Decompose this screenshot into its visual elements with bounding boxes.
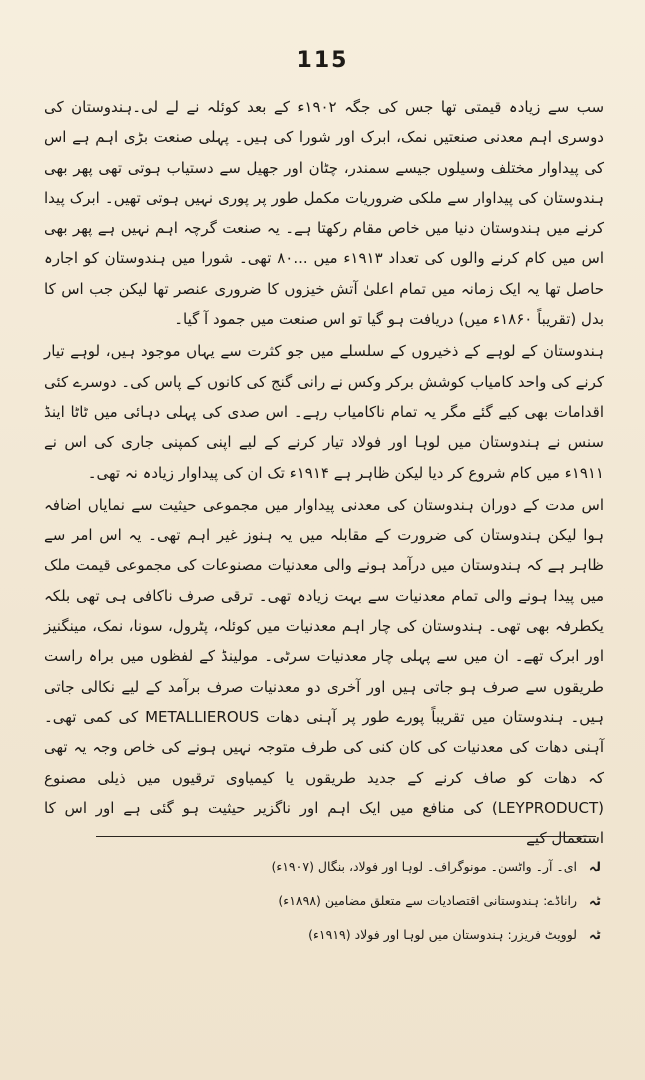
- footnote-3: [81, 918, 601, 952]
- footnote-2-text: راناڈے: ہندوستانی اقتصادیات سے متعلق مضامین (۱۸۹۸ء): [278, 893, 577, 908]
- paragraph-mineral-output: اس مدت کے دوران ہندوستان کی معدنی پیداوار میں مجموعی حیثیت سے نمایاں اضافہ ہوا لیکن ہندوستان کی ضرورت کے مقابلہ میں یہ ہنوز غیر اہم تھی۔ یہ اس امر سے ظاہر ہے کہ ہندوستان میں درآمد ہونے والی معدنیات مصنوعات کی مجموعی قیمت ملک میں پیدا ہونے والی تمام معدنیات سے بہت زیادہ تھی۔ ترقی صرف ناکافی ہی تھی بلکہ یکطرفہ بھی تھی۔ ہندوستان کی چار اہم معدنیات میں کوئلہ، پٹرول، سونا، نمک، مینگنیز اور ابرک تھے۔ ان میں سے پہلی چار معدنیات سرٹی۔ مولینڈ کے لفظوں میں براہ راست طریقوں سے صرف ہو جاتی ہیں اور آخری دو معدنیات صرف برآمد کے لیے نکالی جاتی ہیں۔ ہندوستان میں تقریباً پورے طور پر آہنی دھات METALLIEROUS کی کمی تھی۔ آہنی دھات کی معدنیات کی کان کنی کی طرف متوجہ نہیں ہونے کی خاص وجہ یہ تھی کہ دھات کو صاف کرنے کے جدید طریقوں یا کیمیاوی ترقیوں میں ذیلی مصنوع (LEYPRODUCT) کی منافع میں ایک اہم اور ناگزیر حیثیت ہو گئی ہے اور اس کا استعمال کیے: [44, 495, 604, 848]
- footnote-1-text: ای۔ آر۔ واٹسن۔ مونوگراف۔ لوہا اور فولاد، بنگال (۱۹۰۷ء): [271, 859, 577, 874]
- footnote-1: [81, 850, 601, 884]
- footnote-3-mark: ٹہ: [588, 927, 601, 942]
- footnote-3-text: لوویٹ فریزر: ہندوستان میں لوہا اور فولاد (۱۹۱۹ء): [308, 927, 577, 942]
- footnote-divider: [96, 836, 596, 837]
- main-text: [44, 92, 604, 853]
- footnote-2: [81, 884, 601, 918]
- paragraph-iron: ہندوستان کے لوہے کے ذخیروں کے سلسلے میں جو کثرت سے یہاں موجود ہیں، لوہے تیار کرنے کی واحد کامیاب کوشش برکر وکس نے رانی گنج کی کانوں کے پاس کی۔ دوسرے کئی اقدامات بھی کیے گئے مگر یہ تمام ناکامیاب رہے۔ اس صدی کی پہلی دہائی میں ٹاٹا اینڈ سنس نے ہندوستان میں لوہا اور فولاد تیار کرنے کے لیے اپنی کمپنی جاری کی اس نے ۱۹۱۱ء میں کام شروع کر دیا لیکن ظاہر ہے ۱۹۱۴ء تک ان کی پیداوار زیادہ نہ تھی۔: [44, 342, 604, 482]
- footnotes: [81, 850, 601, 952]
- page-number: 115: [296, 48, 349, 73]
- paragraph-minerals: سب سے زیادہ قیمتی تھا جس کی جگہ ۱۹۰۲ء کے بعد کوئلہ نے لے لی۔ہندوستان کی دوسری اہم معدنی صنعتیں نمک، ابرک اور شورا کی ہیں۔ پہلی صنعت بڑی اہم ہے اس کی پیداوار مختلف وسیلوں جیسے سمندر، چٹان اور جھیل سے دستیاب ہوتی تھی پھر بھی ہندوستان کی پیداوار سے ملکی ضروریات مکمل طور پر پوری نہیں ہوتی تھیں۔ ابرک پیدا کرنے میں ہندوستان دنیا میں خاص مقام رکھتا ہے۔ یہ صنعت گرچہ اہم نہیں ہے پھر بھی اس میں کام کرنے والوں کی تعداد ۱۹۱۳ء میں ...۸۰ تھی۔ شورا میں ہندوستان کو اجارہ حاصل تھا یہ ایک زمانہ میں تمام اعلیٰ آتش خیزوں کا ضروری عنصر تھا لیکن جب اس کا بدل (تقریباً ۱۸۶۰ء میں) دریافت ہو گیا تو اس صنعت میں جمود آ گیا۔: [44, 98, 605, 329]
- footnote-1-mark: لہ: [588, 859, 601, 874]
- footnote-2-mark: ٹہ: [588, 893, 601, 908]
